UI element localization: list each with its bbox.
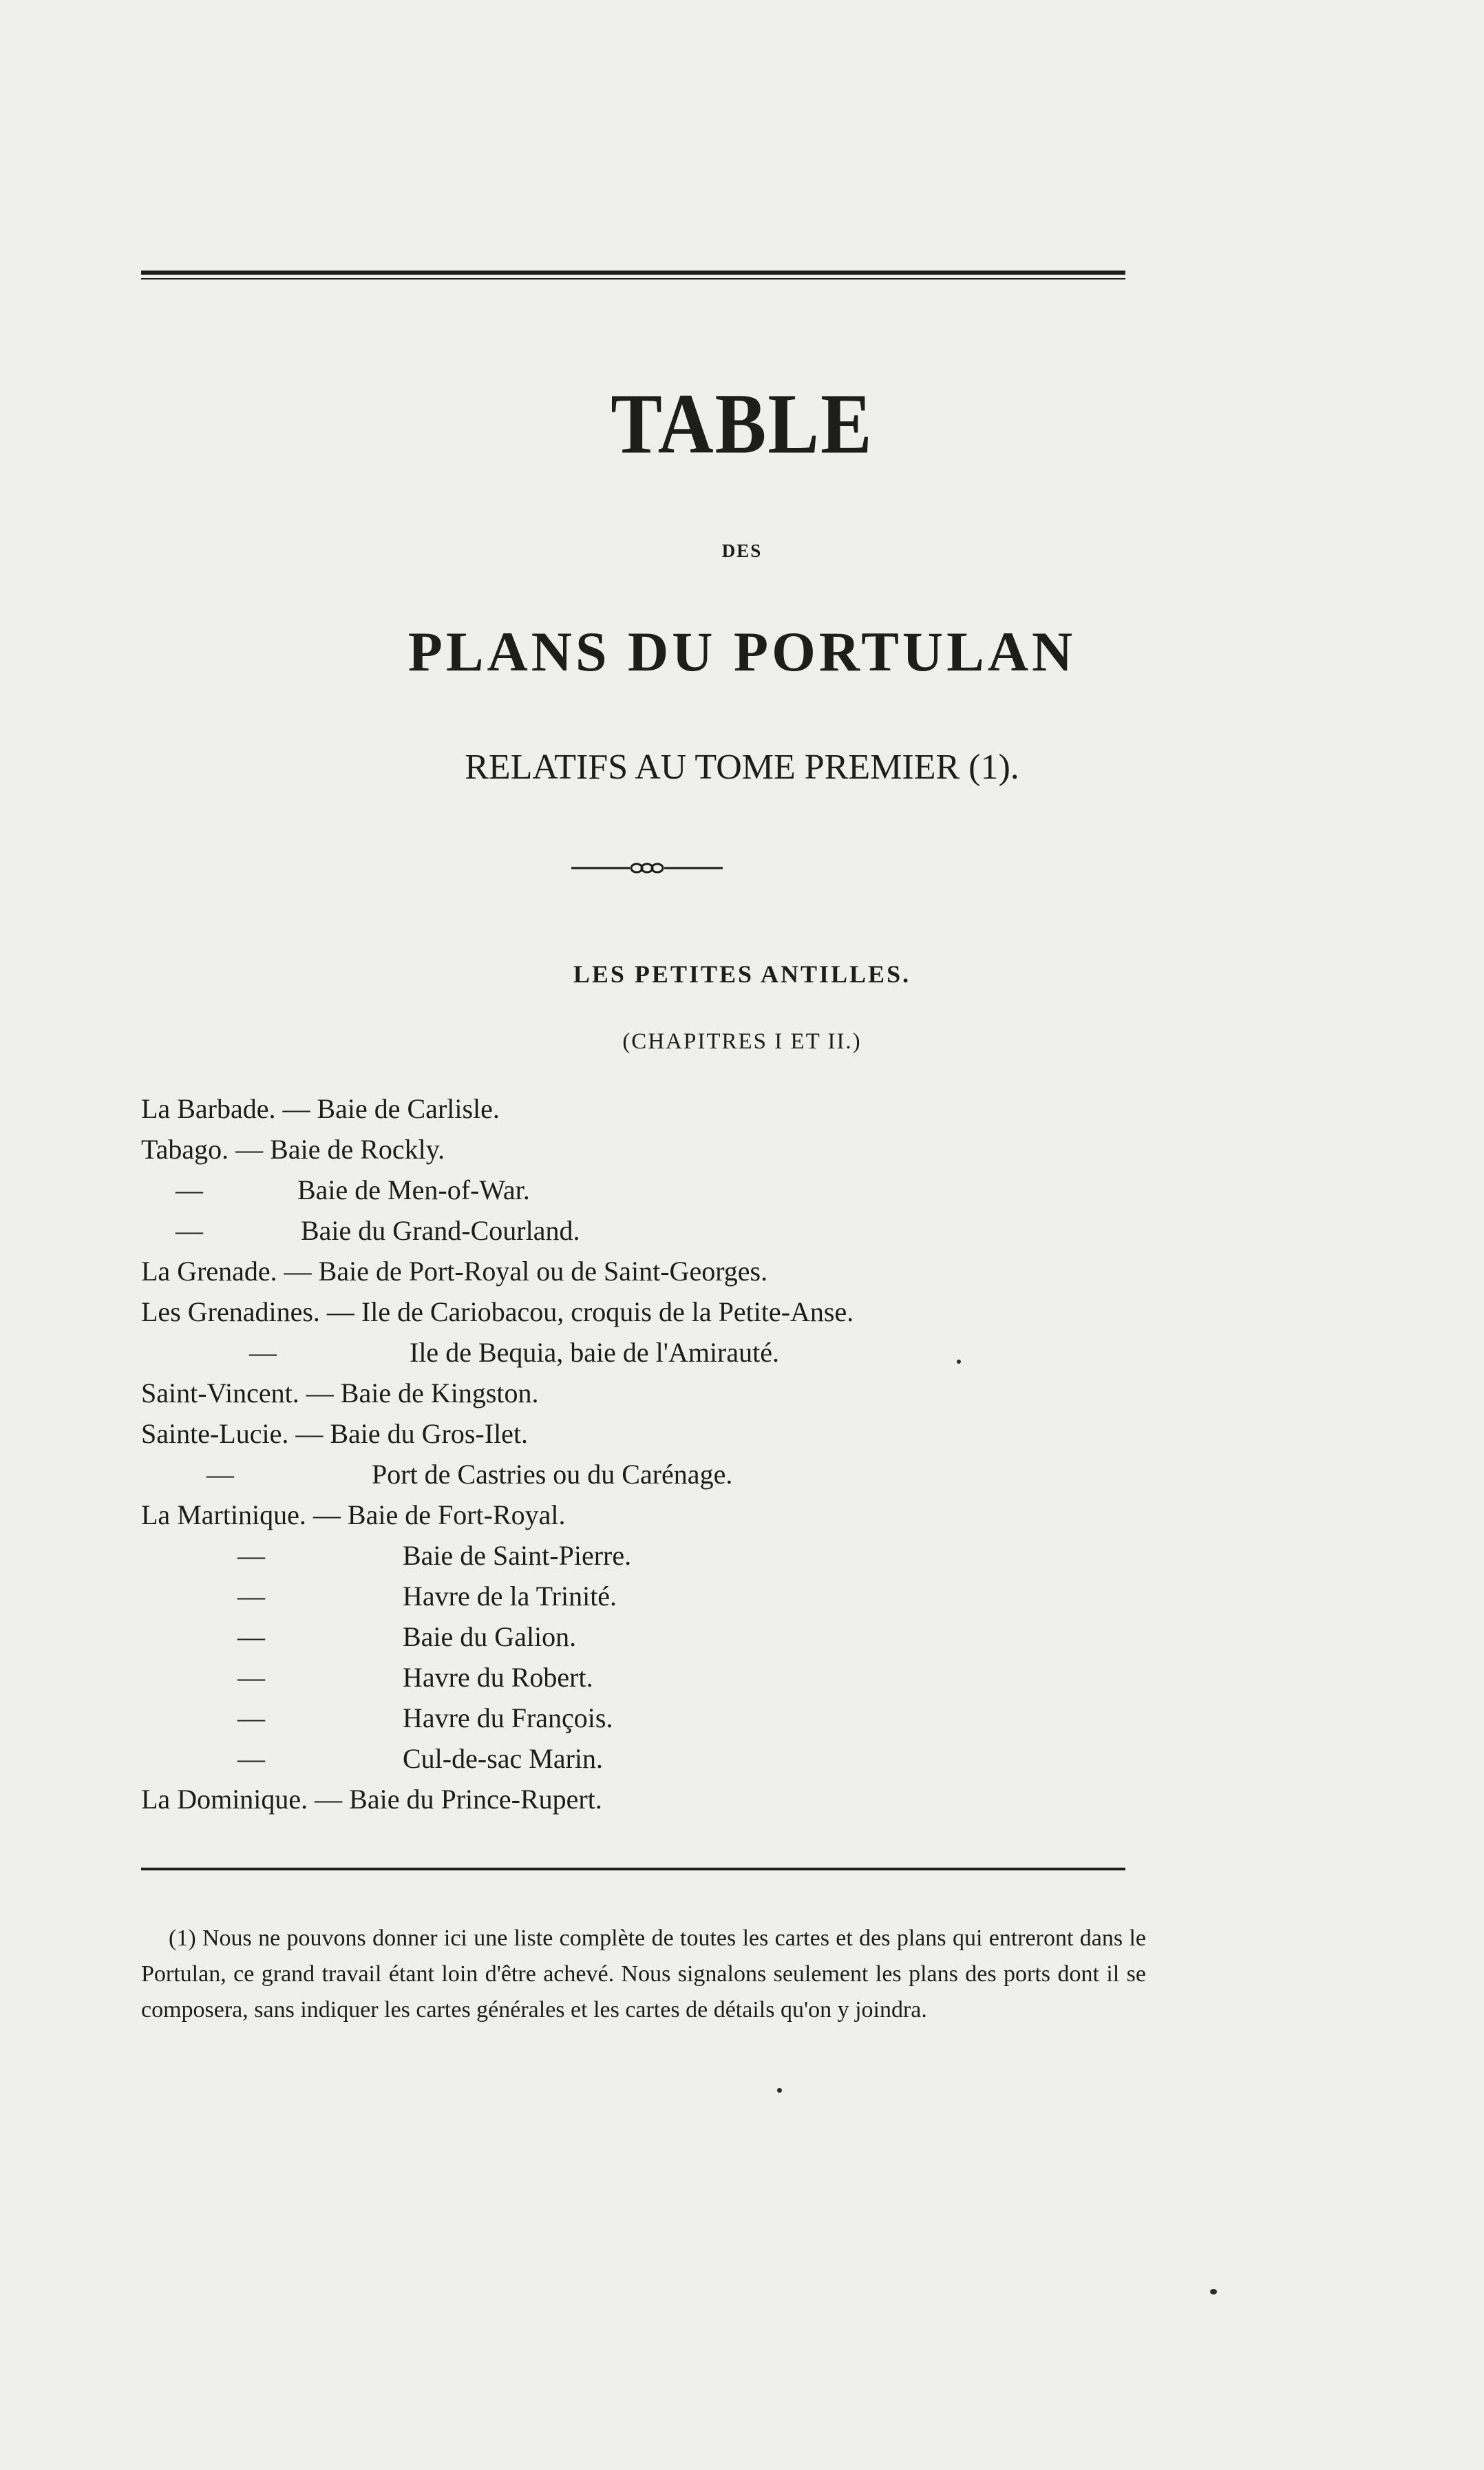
list-item: Sainte-Lucie. — Baie du Gros-Ilet. (141, 1418, 529, 1449)
list-item: La Martinique. — Baie de Fort-Royal. (141, 1499, 566, 1530)
bleed-through (141, 310, 1105, 2031)
list-item: — Havre de la Trinité. (237, 1581, 617, 1612)
list-item: La Dominique. — Baie du Prince-Rupert. (141, 1784, 602, 1815)
title-des: DES (721, 540, 763, 561)
page-title: TABLE (611, 376, 873, 472)
ornament-icon (571, 860, 723, 876)
list-item: — Havre du François. (237, 1702, 613, 1733)
section-chapters: (CHAPITRES I ET II.) (622, 1029, 862, 1054)
subtitle: RELATIFS AU TOME PREMIER (1). (465, 748, 1019, 787)
section-title: LES PETITES ANTILLES. (573, 960, 911, 988)
list-item: Les Grenadines. — Ile de Cariobacou, croquis de la Petite-Anse. (141, 1296, 854, 1327)
list-item: — Ile de Bequia, baie de l'Amirauté. (249, 1337, 779, 1368)
list-item: La Grenade. — Baie de Port-Royal ou de Saint-Georges. (141, 1256, 768, 1287)
list-item: — Havre du Robert. (237, 1662, 593, 1693)
ink-speck (777, 2088, 782, 2093)
list-item: — Baie de Men-of-War. (176, 1174, 530, 1205)
list-item: — Baie du Grand-Courland. (176, 1215, 580, 1246)
list-item: — Cul-de-sac Marin. (237, 1743, 604, 1774)
main-title: PLANS DU PORTULAN (407, 620, 1077, 683)
list-item: La Barbade. — Baie de Carlisle. (141, 1093, 500, 1124)
ink-speck (957, 1360, 961, 1364)
list-item: — Baie de Saint-Pierre. (237, 1540, 632, 1571)
list-item: — Baie du Galion. (237, 1621, 577, 1652)
footnote: (1) Nous ne pouvons donner ici une liste complète de toutes les cartes et des plans qui entreront dans le Portulan, ce grand travail étant loin d'être achevé. Nous signalons seulement les plans des ports dont il se composera, sans indiquer les cartes générales et les cartes de détails qu'on y joindra. (141, 1925, 1146, 2023)
footnote-rule (141, 1868, 1125, 1870)
top-double-rule (141, 271, 1125, 279)
ink-speck (1210, 2289, 1217, 2294)
list-item: — Port de Castries ou du Carénage. (206, 1459, 733, 1490)
list-item: Saint-Vincent. — Baie de Kingston. (141, 1378, 539, 1408)
list-item: Tabago. — Baie de Rockly. (141, 1134, 445, 1165)
